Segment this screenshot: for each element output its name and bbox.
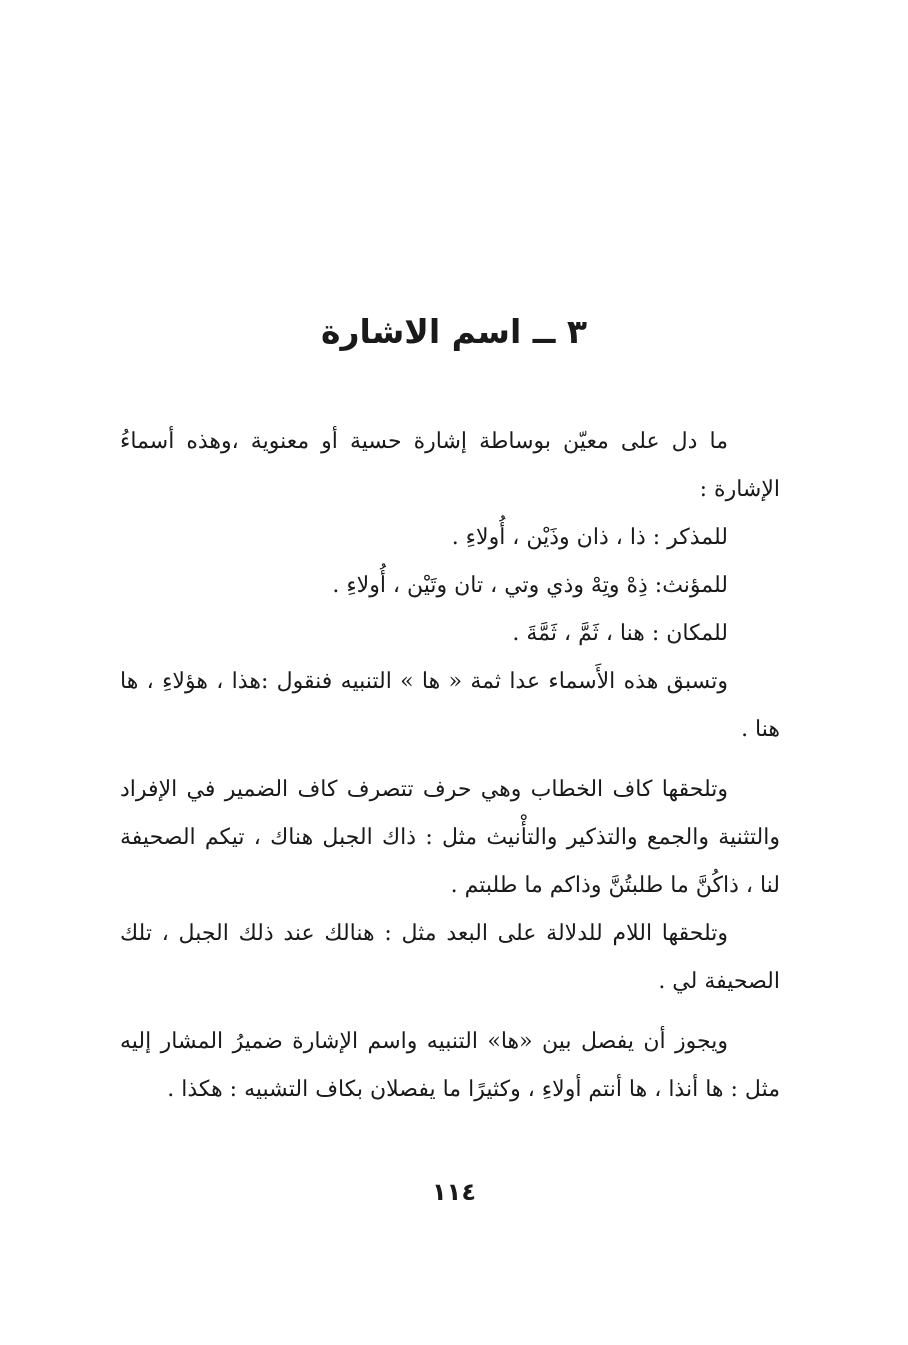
demonstratives-list bbox=[120, 514, 780, 658]
feminine-line: للمؤنث: ذِهْ وتِهْ وذي وتي ، تان وتَيْن ، أُولاءِ . bbox=[332, 573, 728, 598]
fasl-paragraph: ويجوز أن يفصل بين «ها» التنبيه واسم الإشارة ضميرُ المشار إليه مثل : ها أنذا ، ها أنتم أولاءِ ، وكثيرًا ما يفصلان بكاف التشبيه : هكذا . bbox=[120, 1029, 780, 1102]
body-text bbox=[120, 418, 780, 1126]
page-number: ١١٤ bbox=[432, 1178, 476, 1206]
place-line: للمكان : هنا ، ثَمَّ ، ثَمَّةَ . bbox=[512, 621, 728, 646]
lam-paragraph: وتلحقها اللام للدلالة على البعد مثل : هنالك عند ذلك الجبل ، تلك الصحيفة لي . bbox=[120, 921, 780, 994]
intro-paragraph: ما دل على معيّن بوساطة إشارة حسية أو معنوية ،وهذه أسماءُ الإشارة : bbox=[120, 429, 780, 502]
masculine-line: للمذكر : ذا ، ذان وذَيْن ، أُولاءِ . bbox=[451, 525, 728, 550]
chapter-title: ٣ ــ اسم الاشارة bbox=[320, 312, 588, 351]
ha-prefix-paragraph: وتسبق هذه الأَسماء عدا ثمة « ها » التنبيه فنقول :هذا ، هؤلاءِ ، ها هنا . bbox=[120, 669, 780, 742]
kaf-khitab-paragraph: وتلحقها كاف الخطاب وهي حرف تتصرف كاف الضمير في الإفراد والتثنية والجمع والتذكير والتأْنيث مثل : ذاك الجبل هناك ، تيكم الصحيفة لنا ، ذاكُنَّ ما طلبتُنَّ وذاكم ما طلبتم . bbox=[120, 777, 780, 898]
